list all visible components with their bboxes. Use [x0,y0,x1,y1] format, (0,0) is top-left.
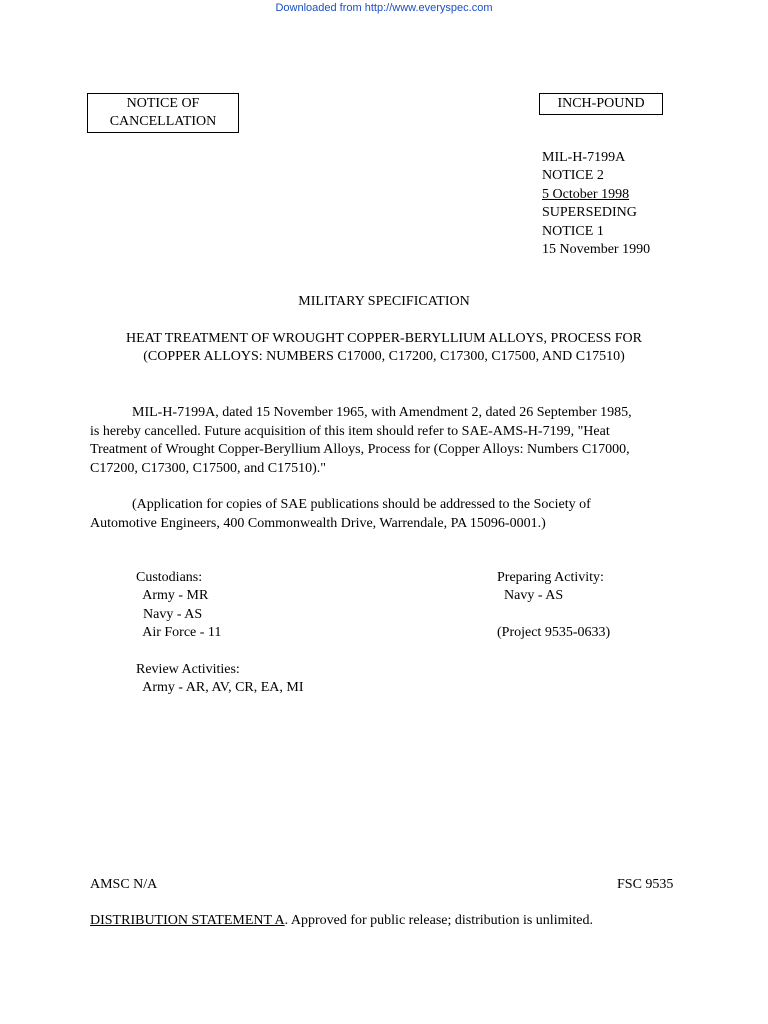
notice-date: 5 October 1998 [542,186,630,202]
document-subject-line-1: HEAT TREATMENT OF WROUGHT COPPER-BERYLLIUM ALLOYS, PROCESS FOR [125,331,642,346]
preparing-activity-block [497,569,610,642]
custodian-air-force: Air Force - 11 [136,624,222,640]
document-number: MIL-H-7199A [542,150,626,165]
paragraph-line: Automotive Engineers, 400 Commonwealth Drive, Warrendale, PA 15096-0001.) [90,515,546,531]
application-paragraph [90,496,680,533]
document-subject-line-2: (COPPER ALLOYS: NUMBERS C17000, C17200, C17300, C17500, AND C17510) [143,349,625,364]
paragraph-line: Treatment of Wrought Copper-Beryllium Alloys, Process for (Copper Alloys: Numbers C17000, [90,442,630,458]
preparing-activity-heading: Preparing Activity: [497,570,604,585]
notice-box-line-2: CANCELLATION [109,114,217,129]
inch-pound-box: INCH-POUND [539,93,663,115]
paragraph-line: is hereby cancelled. Future acquisition of this item should refer to SAE-AMS-H-7199, "Heat [90,423,610,439]
review-activities-block [136,661,304,698]
superseded-notice: NOTICE 1 [542,223,604,239]
custodians-heading: Custodians: [136,570,203,585]
spacer [497,606,610,624]
download-source-link[interactable]: Downloaded from http://www.everyspec.com [275,2,493,14]
cancellation-paragraph [90,404,680,478]
review-activity-army: Army - AR, AV, CR, EA, MI [136,680,304,696]
distribution-statement [90,913,593,929]
document-identification [542,149,650,259]
notice-of-cancellation-box [87,93,239,133]
superseding-label: SUPERSEDING [542,205,637,221]
preparing-activity-navy: Navy - AS [497,588,564,604]
notice-box-line-1: NOTICE OF [126,96,200,111]
distribution-statement-label: DISTRIBUTION STATEMENT A [90,913,285,928]
custodians-block [136,569,221,642]
fsc-label: FSC 9535 [617,877,674,892]
superseded-date: 15 November 1990 [542,242,651,258]
document-title: MILITARY SPECIFICATION [298,294,470,309]
distribution-statement-text: . Approved for public release; distribution is unlimited. [284,913,593,928]
custodian-army: Army - MR [136,588,209,604]
amsc-label: AMSC N/A [90,877,158,892]
project-number: (Project 9535-0633) [497,624,611,640]
paragraph-line: C17200, C17300, C17500, and C17510)." [90,460,326,476]
notice-number: NOTICE 2 [542,168,604,184]
paragraph-line: MIL-H-7199A, dated 15 November 1965, with Amendment 2, dated 26 September 1985, [90,405,632,420]
custodian-navy: Navy - AS [136,606,203,622]
paragraph-line: (Application for copies of SAE publications should be addressed to the Society of [90,497,591,512]
review-activities-heading: Review Activities: [136,662,240,677]
